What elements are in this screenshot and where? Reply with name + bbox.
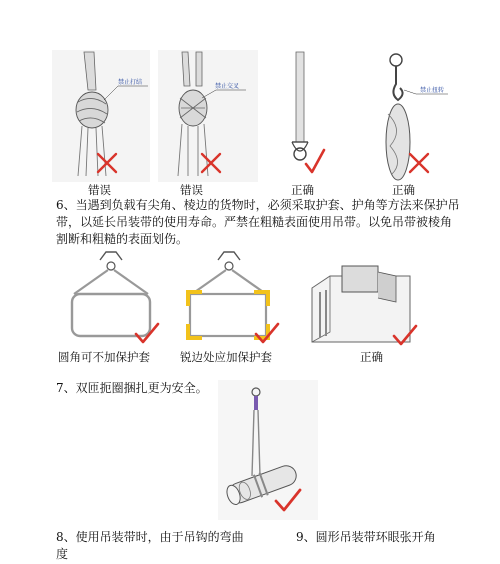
figure-edge-protector — [178, 250, 288, 350]
check-icon — [304, 148, 326, 176]
figure-cross-wrong — [158, 50, 258, 182]
section-9-line-1: 9、圆形吊装带环眼张开角 — [296, 530, 436, 544]
section-8-paragraph — [56, 529, 244, 563]
check-icon — [134, 322, 160, 344]
caption-correct-1: 正确 — [291, 183, 314, 197]
section-8-line-2: 度 — [56, 547, 69, 561]
figure-double-wrap — [218, 380, 318, 520]
callout-no-cross: 禁止交叉 — [215, 83, 240, 90]
figure-knot-wrong — [52, 50, 150, 182]
figure-round-corner — [60, 250, 170, 350]
caption-wrong-2: 错误 — [180, 183, 203, 197]
callout-no-knot: 禁止打结 — [118, 79, 143, 86]
section-8-line-1: 8、使用吊装带时，由于吊钩的弯曲 — [56, 530, 244, 544]
caption-sharp-edge: 锐边处应加保护套 — [180, 350, 272, 364]
section-6-line-1: 6、当遇到负载有尖角、棱边的货物时，必须采取护套、护角等方法来保护吊 — [56, 198, 460, 212]
caption-correct-2: 正确 — [392, 183, 415, 197]
figure-hook-correct — [370, 50, 460, 182]
check-icon — [274, 488, 302, 512]
caption-round-corner: 圆角可不加保护套 — [58, 350, 150, 364]
section-7-text: 7、双匝扼圈捆扎更为安全。 — [56, 381, 208, 395]
section-6-paragraph — [56, 197, 496, 248]
figure-sleeve-box — [300, 262, 430, 348]
caption-wrong-1: 错误 — [88, 183, 111, 197]
cross-icon — [408, 152, 430, 174]
caption-correct-3: 正确 — [360, 350, 383, 364]
cross-icon — [96, 152, 118, 174]
callout-no-twist: 禁止扭转 — [420, 87, 445, 94]
cross-icon — [200, 152, 222, 174]
section-6-line-3: 割断和粗糙的表面划伤。 — [56, 232, 189, 246]
section-6-line-2: 带，以延长吊装带的使用寿命。严禁在粗糙表面使用吊带。以免吊带被棱角 — [56, 215, 453, 229]
check-icon — [392, 324, 418, 346]
figure-shackle-correct — [278, 50, 328, 182]
check-icon — [254, 322, 280, 344]
